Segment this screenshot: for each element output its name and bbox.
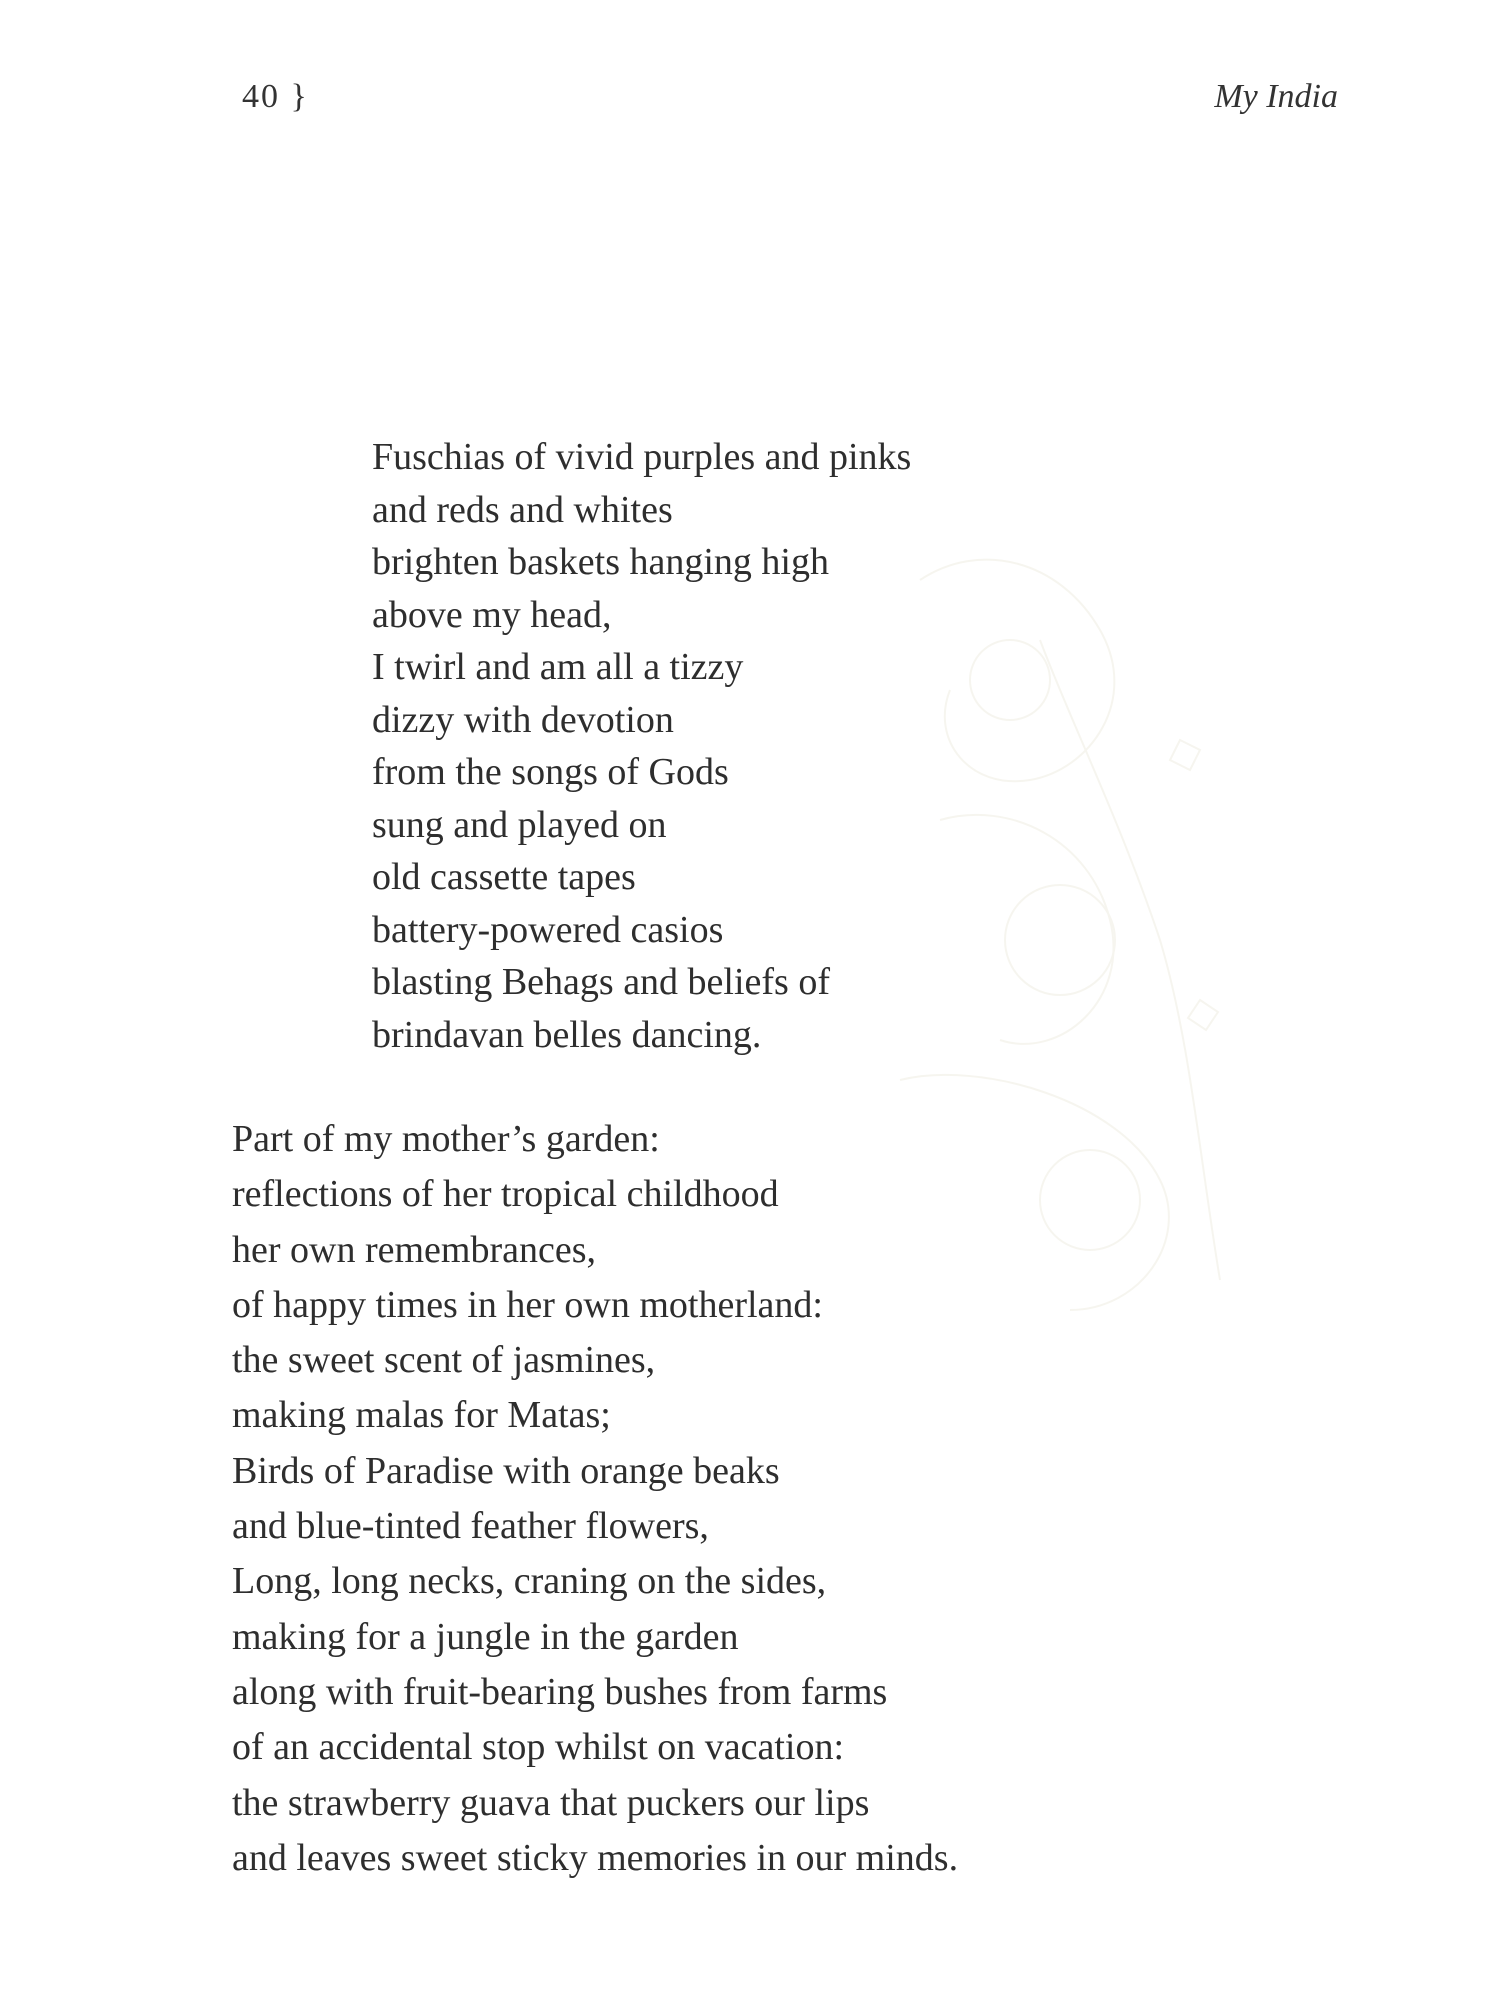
poem-line: old cassette tapes	[372, 856, 636, 898]
poem-line: blasting Behags and beliefs of	[372, 961, 831, 1003]
poem-line: Birds of Paradise with orange beaks	[232, 1449, 780, 1492]
poem-line: making malas for Matas;	[232, 1394, 611, 1437]
poem-line: sung and played on	[372, 803, 667, 846]
poem-line: I twirl and am all a tizzy	[372, 646, 744, 688]
poem-line: and leaves sweet sticky memories in our minds.	[232, 1836, 959, 1879]
running-title: My India	[1214, 78, 1338, 115]
poem-line: and blue-tinted feather flowers,	[232, 1505, 709, 1548]
page-number: 40 }	[242, 78, 309, 115]
poem-line: the sweet scent of jasmines,	[232, 1339, 656, 1382]
poem-line: battery-powered casios	[372, 908, 724, 951]
running-header	[0, 78, 1500, 128]
poem-line: making for a jungle in the garden	[232, 1615, 739, 1658]
poem-line: brighten baskets hanging high	[372, 541, 829, 583]
poem-line: of happy times in her own motherland:	[232, 1283, 823, 1326]
poem-line: Fuschias of vivid purples and pinks	[372, 436, 912, 478]
poem-line: brindavan belles dancing.	[372, 1013, 762, 1056]
poem-line: Long, long necks, craning on the sides,	[232, 1560, 827, 1603]
poem-line: her own remembrances,	[232, 1228, 597, 1271]
poem-line: above my head,	[372, 593, 612, 636]
poem-stanza-1	[372, 431, 911, 1061]
poem-line: reflections of her tropical childhood	[232, 1173, 779, 1216]
poem-stanza-2	[232, 1112, 958, 1886]
poem-line: the strawberry guava that puckers our lips	[232, 1781, 870, 1824]
poem-line: dizzy with devotion	[372, 698, 674, 741]
poem-line: and reds and whites	[372, 488, 673, 531]
poem-line: from the songs of Gods	[372, 751, 729, 793]
poem-line: Part of my mother’s garden:	[232, 1118, 660, 1160]
poem-line: along with fruit-bearing bushes from farms	[232, 1670, 888, 1713]
poem-line: of an accidental stop whilst on vacation:	[232, 1726, 845, 1769]
